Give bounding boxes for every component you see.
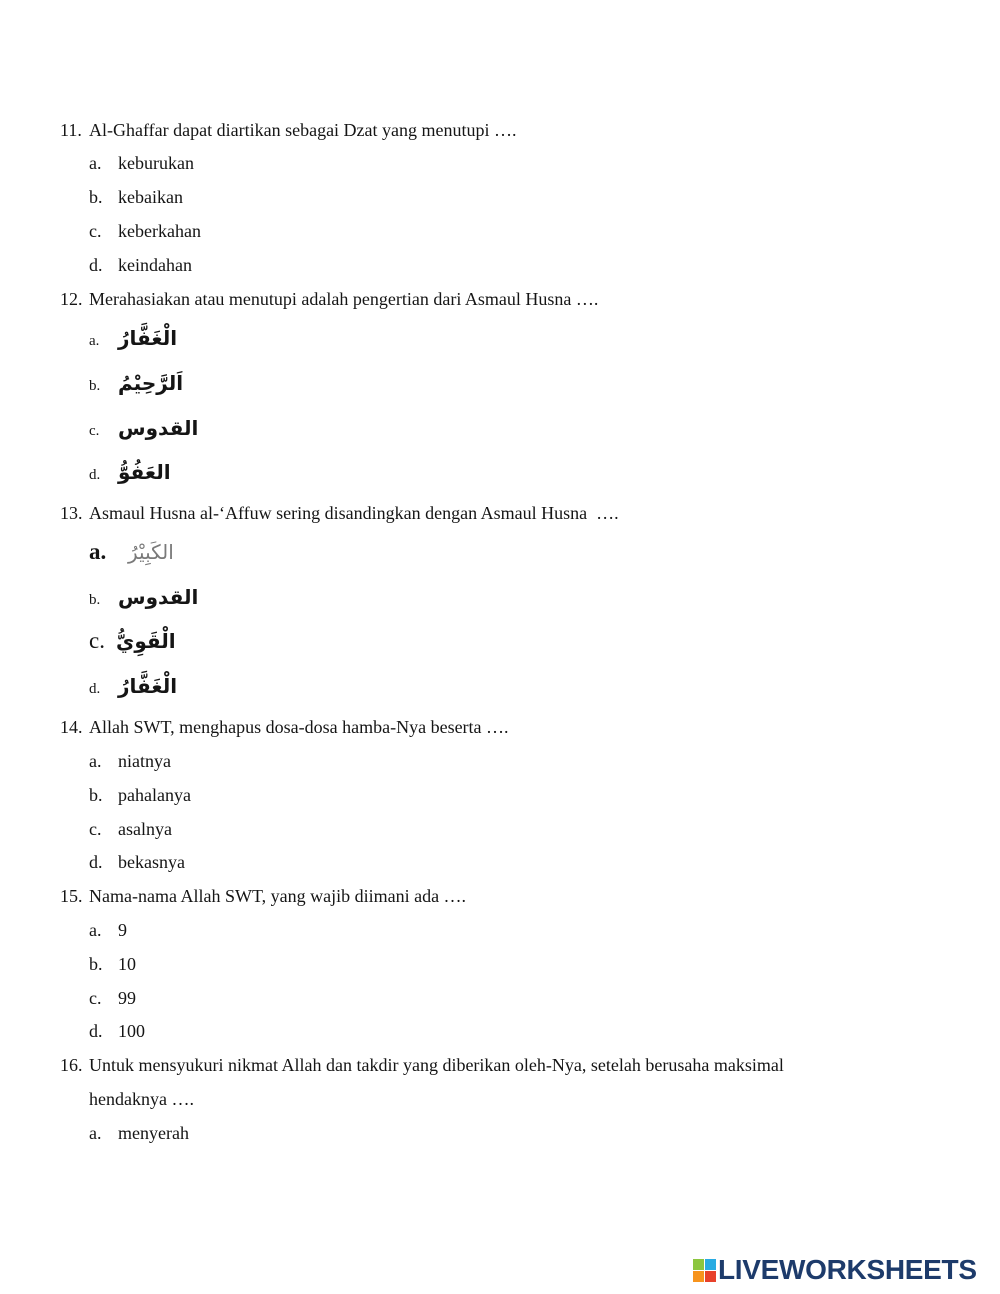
option-arabic-text: القدوس — [118, 585, 199, 609]
question-14 — [60, 716, 509, 738]
option-12-d — [89, 457, 171, 487]
option-arabic-text: الْغَفَّارُ — [118, 674, 178, 698]
option-letter: a. — [89, 333, 100, 349]
option-13-d — [89, 671, 177, 701]
question-text: Merahasiakan atau menutupi adalah pengertian dari Asmaul Husna …. — [89, 289, 599, 309]
question-text: Untuk mensyukuri nikmat Allah dan takdir yang diberikan oleh-Nya, setelah berusaha maksimal — [89, 1055, 784, 1075]
liveworksheets-tiles-icon — [693, 1259, 716, 1282]
option-13-a — [89, 537, 174, 567]
option-text: keberkahan — [118, 221, 201, 241]
option-12-b — [89, 368, 183, 398]
option-11-a — [89, 152, 194, 174]
logo-tile — [693, 1259, 704, 1270]
option-letter: d. — [89, 467, 101, 483]
option-text: 10 — [118, 954, 136, 974]
option-letter: a. — [89, 539, 107, 564]
option-14-b — [89, 784, 191, 806]
option-letter: d. — [89, 681, 101, 697]
option-16-a — [89, 1122, 189, 1144]
logo-tile — [705, 1259, 716, 1270]
option-15-a — [89, 919, 127, 941]
option-12-a — [89, 323, 177, 353]
option-11-d — [89, 254, 192, 276]
question-number: 16. — [60, 1055, 83, 1075]
option-letter: b. — [89, 378, 101, 394]
option-13-c — [89, 626, 176, 656]
option-15-c — [89, 987, 136, 1009]
question-12 — [60, 288, 598, 310]
option-letter: c. — [89, 988, 102, 1008]
option-text: 99 — [118, 988, 136, 1008]
question-number: 15. — [60, 886, 83, 906]
option-arabic-text: القدوس — [118, 416, 199, 440]
logo-text: LIVEWORKSHEETS — [718, 1254, 977, 1285]
option-letter: c. — [89, 423, 100, 439]
option-text: 100 — [118, 1021, 145, 1041]
option-13-b — [89, 582, 198, 612]
option-letter: a. — [89, 153, 102, 173]
question-text: Allah SWT, menghapus dosa-dosa hamba-Nya beserta …. — [89, 717, 509, 737]
option-arabic-text: اَلرَّحِيْمُ — [118, 371, 184, 395]
option-letter: b. — [89, 785, 103, 805]
question-number: 13. — [60, 503, 83, 523]
question-number: 12. — [60, 289, 83, 309]
option-text: menyerah — [118, 1123, 189, 1143]
question-text: Al-Ghaffar dapat diartikan sebagai Dzat yang menutupi …. — [89, 120, 517, 140]
question-15 — [60, 885, 466, 907]
option-12-c — [89, 413, 198, 443]
option-text: pahalanya — [118, 785, 191, 805]
option-arabic-text: الْقَوِيُّ — [116, 629, 176, 653]
option-letter: b. — [89, 592, 101, 608]
question-16 — [60, 1054, 784, 1076]
option-14-d — [89, 851, 185, 873]
option-letter: d. — [89, 255, 103, 275]
option-11-c — [89, 220, 201, 242]
question-11 — [60, 119, 517, 141]
question-13 — [60, 502, 619, 524]
option-text: kebaikan — [118, 187, 183, 207]
option-letter: d. — [89, 852, 103, 872]
liveworksheets-logo — [693, 1255, 977, 1285]
option-letter: a. — [89, 1123, 102, 1143]
option-15-d — [89, 1020, 145, 1042]
option-text: asalnya — [118, 819, 172, 839]
question-16-continued: hendaknya …. — [89, 1089, 194, 1109]
option-text: niatnya — [118, 751, 171, 771]
question-number: 11. — [60, 120, 82, 140]
option-letter: b. — [89, 187, 103, 207]
option-letter: b. — [89, 954, 103, 974]
option-letter: a. — [89, 920, 102, 940]
question-text: Nama-nama Allah SWT, yang wajib diimani ada …. — [89, 886, 467, 906]
option-text: 9 — [118, 920, 127, 940]
option-14-a — [89, 750, 171, 772]
option-arabic-text: الكَبِيْرُ — [128, 540, 174, 564]
option-11-b — [89, 186, 183, 208]
option-letter: c. — [89, 628, 105, 653]
logo-tile — [705, 1271, 716, 1282]
option-text: keindahan — [118, 255, 192, 275]
option-text: bekasnya — [118, 852, 185, 872]
option-letter: d. — [89, 1021, 103, 1041]
option-arabic-text: العَفُوُّ — [118, 460, 171, 484]
option-arabic-text: الْغَفَّارُ — [118, 326, 178, 350]
option-14-c — [89, 818, 172, 840]
option-letter: c. — [89, 819, 102, 839]
logo-tile — [693, 1271, 704, 1282]
option-letter: a. — [89, 751, 102, 771]
option-15-b — [89, 953, 136, 975]
option-text: keburukan — [118, 153, 194, 173]
question-text: Asmaul Husna al-‘Affuw sering disandingkan dengan Asmaul Husna …. — [89, 503, 619, 523]
option-letter: c. — [89, 221, 102, 241]
question-number: 14. — [60, 717, 83, 737]
